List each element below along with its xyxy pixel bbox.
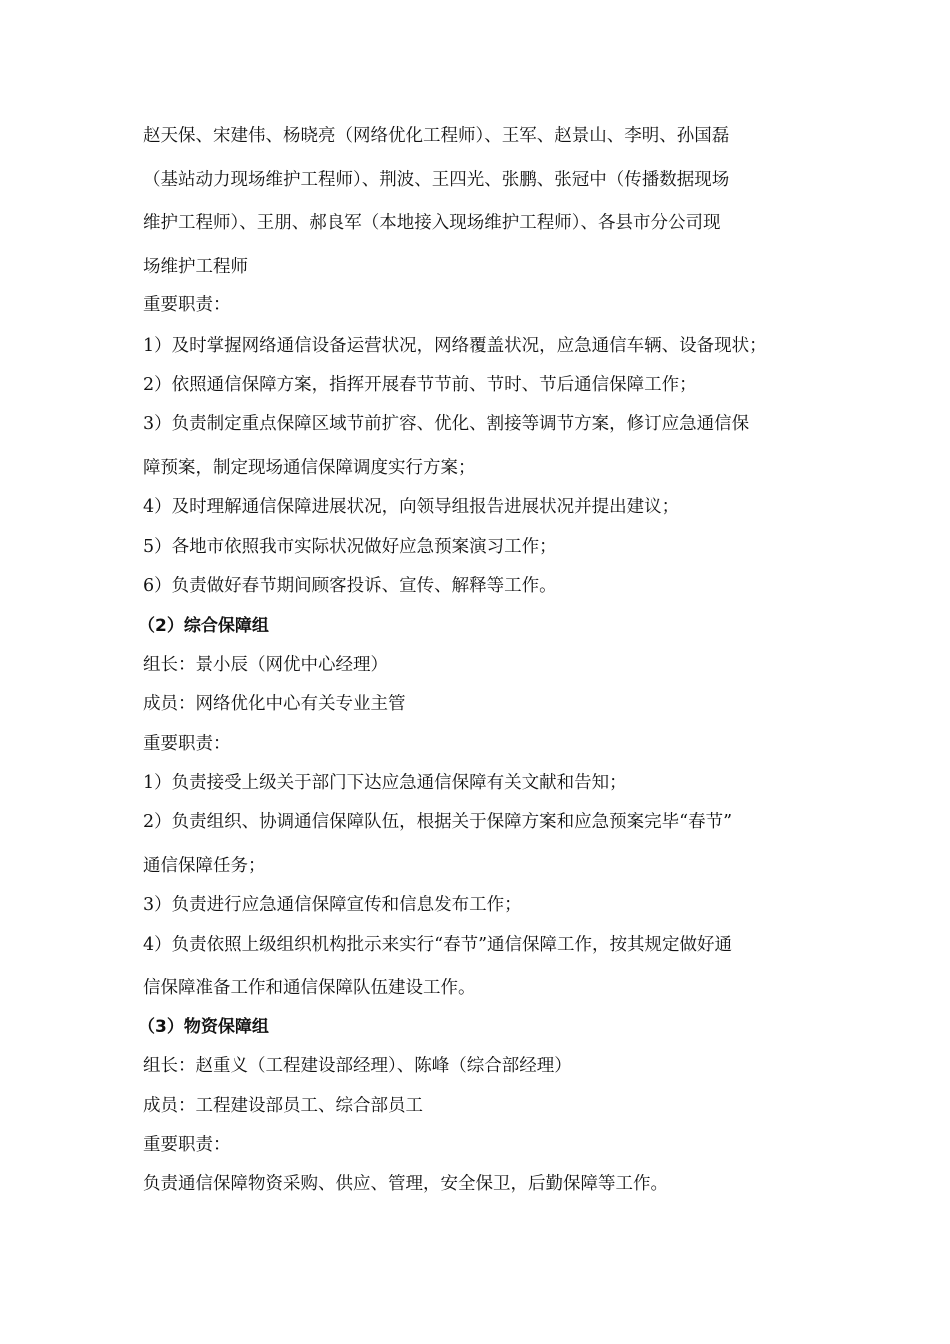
duty-item: 通信保障任务； — [143, 856, 266, 876]
group-leader: 组长：景小辰（网优中心经理） — [143, 655, 388, 675]
group-members: 成员：网络优化中心有关专业主管 — [143, 694, 406, 714]
group-members: 成员：工程建设部员工、综合部员工 — [143, 1096, 423, 1116]
duty-item: 3）负责进行应急通信保障宣传和信息发布工作； — [143, 895, 522, 915]
members-line: 场维护工程师 — [143, 257, 248, 277]
duty-item: 2）依照通信保障方案，指挥开展春节节前、节时、节后通信保障工作； — [143, 375, 697, 395]
duty-item: 1）及时掌握网络通信设备运营状况，网络覆盖状况，应急通信车辆、设备现状； — [143, 336, 767, 356]
section-heading: （3）物资保障组 — [138, 1017, 269, 1037]
duties-label: 重要职责： — [143, 295, 231, 315]
duties-label: 重要职责： — [143, 734, 231, 754]
section-heading: （2）综合保障组 — [138, 616, 269, 636]
duty-item: 负责通信保障物资采购、供应、管理，安全保卫，后勤保障等工作。 — [143, 1174, 668, 1194]
duty-item: 4）负责依照上级组织机构批示来实行“春节”通信保障工作，按其规定做好通 — [143, 935, 733, 955]
duty-item: 3）负责制定重点保障区域节前扩容、优化、割接等调节方案，修订应急通信保 — [143, 414, 750, 434]
duty-item: 6）负责做好春节期间顾客投诉、宣传、解释等工作。 — [143, 576, 557, 596]
duty-item: 2）负责组织、协调通信保障队伍，根据关于保障方案和应急预案完毕“春节” — [143, 812, 733, 832]
duty-item: 4）及时理解通信保障进展状况，向领导组报告进展状况并提出建议； — [143, 497, 680, 517]
duty-item: 5）各地市依照我市实际状况做好应急预案演习工作； — [143, 537, 557, 557]
members-line: 赵天保、宋建伟、杨晓亮（网络优化工程师）、王军、赵景山、李明、孙国磊 — [143, 126, 730, 146]
members-line: 维护工程师）、王朋、郝良军（本地接入现场维护工程师）、各县市分公司现 — [143, 213, 721, 233]
duties-label: 重要职责： — [143, 1135, 231, 1155]
duty-item: 1）负责接受上级关于部门下达应急通信保障有关文献和告知； — [143, 773, 627, 793]
duty-item: 信保障准备工作和通信保障队伍建设工作。 — [143, 978, 476, 998]
duty-item: 障预案，制定现场通信保障调度实行方案； — [143, 458, 476, 478]
group-leader: 组长：赵重义（工程建设部经理）、陈峰（综合部经理） — [143, 1056, 572, 1076]
members-line: （基站动力现场维护工程师）、荆波、王四光、张鹏、张冠中（传播数据现场 — [143, 170, 730, 190]
